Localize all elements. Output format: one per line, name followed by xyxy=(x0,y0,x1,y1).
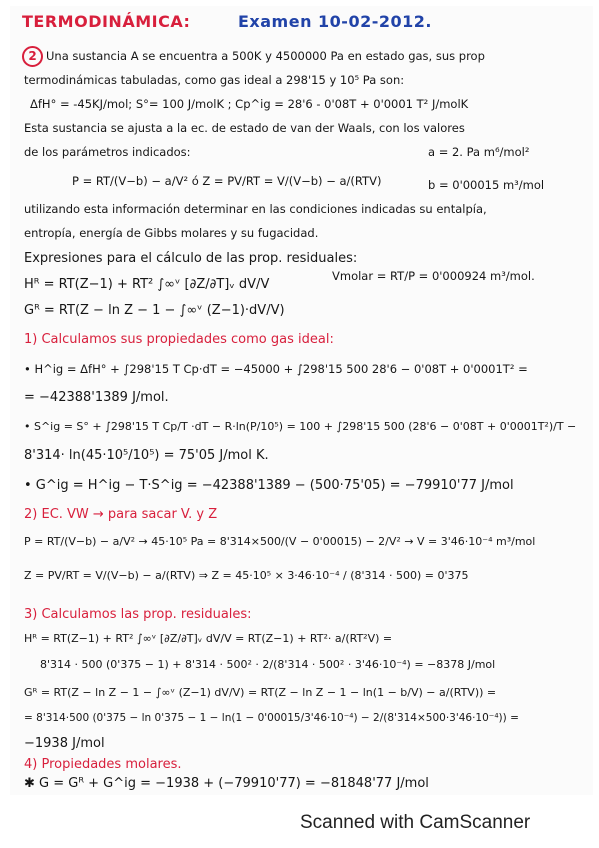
calc-line: • S^ig = S° + ∫298'15 T Cp/T ·dT − R·ln(P/10⁵) = 100 + ∫298'15 500 (28'6 − 0'08T + 0'0001T²)/T − xyxy=(24,420,577,433)
calc-line: −1938 J/mol xyxy=(24,736,105,751)
problem-number: 2 xyxy=(22,46,43,67)
calc-line: • H^ig = ΔfH° + ∫298'15 T Cp·dT = −45000 + ∫298'15 500 28'6 − 0'08T + 0'0001T² = xyxy=(24,362,528,376)
calc-line: 8'314 · 500 (0'375 − 1) + 8'314 · 500² · 2/(8'314 · 500² · 3'46·10⁻⁴) = −8378 J/mol xyxy=(40,658,496,671)
scanner-label: Scanned with CamScanner xyxy=(300,812,531,833)
calc-line: P = RT/(V−b) − a/V² → 45·10⁵ Pa = 8'314×500/(V − 0'00015) − 2/V² → V = 3'46·10⁻⁴ m³/mol xyxy=(24,535,536,548)
problem-line: entropía, energía de Gibbs molares y su fugacidad. xyxy=(24,226,319,240)
problem-line: Expresiones para el cálculo de las prop. residuales: xyxy=(24,251,358,266)
parameter-b: b = 0'00015 m³/mol xyxy=(428,178,545,192)
parameter-a: a = 2. Pa m⁶/mol² xyxy=(428,145,530,159)
section-heading: 2) EC. VW → para sacar V. y Z xyxy=(24,507,218,522)
problem-line: termodinámicas tabuladas, como gas ideal a 298'15 y 10⁵ Pa son: xyxy=(24,73,405,87)
exam-date: Examen 10-02-2012. xyxy=(238,12,432,31)
section-heading: 1) Calculamos sus propiedades como gas ideal: xyxy=(24,332,334,347)
problem-line: Esta sustancia se ajusta a la ec. de estado de van der Waals, con los valores xyxy=(24,121,465,135)
problem-line: Una sustancia A se encuentra a 500K y 4500000 Pa en estado gas, sus prop xyxy=(46,49,485,63)
calc-line: Gᴿ = RT(Z − ln Z − 1 − ∫∞ᵛ (Z−1) dV/V) = RT(Z − ln Z − 1 − ln(1 − b/V) − a/(RTV)) = xyxy=(24,686,497,699)
calc-line: = −42388'1389 J/mol. xyxy=(24,390,169,405)
molar-volume: Vmolar = RT/P = 0'000924 m³/mol. xyxy=(332,269,535,283)
problem-line: utilizando esta información determinar en las condiciones indicadas su entalpía, xyxy=(24,202,487,216)
residual-gibbs-expression: Gᴿ = RT(Z − ln Z − 1 − ∫∞ᵛ (Z−1)·dV/V) xyxy=(24,303,285,318)
section-heading: 4) Propiedades molares. xyxy=(24,757,182,772)
problem-line: ΔfH° = -45KJ/mol; S°= 100 J/molK ; Cp^ig = 28'6 - 0'08T + 0'0001 T² J/molK xyxy=(30,97,469,111)
residual-enthalpy-expression: Hᴿ = RT(Z−1) + RT² ∫∞ᵛ [∂Z/∂T]ᵥ dV/V xyxy=(24,277,270,292)
section-heading: 3) Calculamos las prop. residuales: xyxy=(24,607,252,622)
vdw-equation: P = RT/(V−b) − a/V² ó Z = PV/RT = V/(V−b) − a/(RTV) xyxy=(72,174,382,188)
problem-line: de los parámetros indicados: xyxy=(24,145,191,159)
scanned-page xyxy=(10,6,593,795)
calc-line: Z = PV/RT = V/(V−b) − a/(RTV) ⇒ Z = 45·10⁵ × 3·46·10⁻⁴ / (8'314 · 500) = 0'375 xyxy=(24,569,469,582)
calc-line: 8'314· ln(45·10⁵/10⁵) = 75'05 J/mol K. xyxy=(24,448,269,463)
calc-line: Hᴿ = RT(Z−1) + RT² ∫∞ᵛ [∂Z/∂T]ᵥ dV/V = RT(Z−1) + RT²· a/(RT²V) = xyxy=(24,632,393,645)
calc-line: • G^ig = H^ig − T·S^ig = −42388'1389 − (500·75'05) = −79910'77 J/mol xyxy=(24,478,514,493)
final-result: ✱ G = Gᴿ + G^ig = −1938 + (−79910'77) = −81848'77 J/mol xyxy=(24,776,429,791)
page-title: TERMODINÁMICA: xyxy=(22,12,191,31)
scanner-footer xyxy=(0,800,599,848)
calc-line: = 8'314·500 (0'375 − ln 0'375 − 1 − ln(1 − 0'00015/3'46·10⁻⁴) − 2/(8'314×500·3'46·10⁻⁴)) = xyxy=(24,712,519,724)
